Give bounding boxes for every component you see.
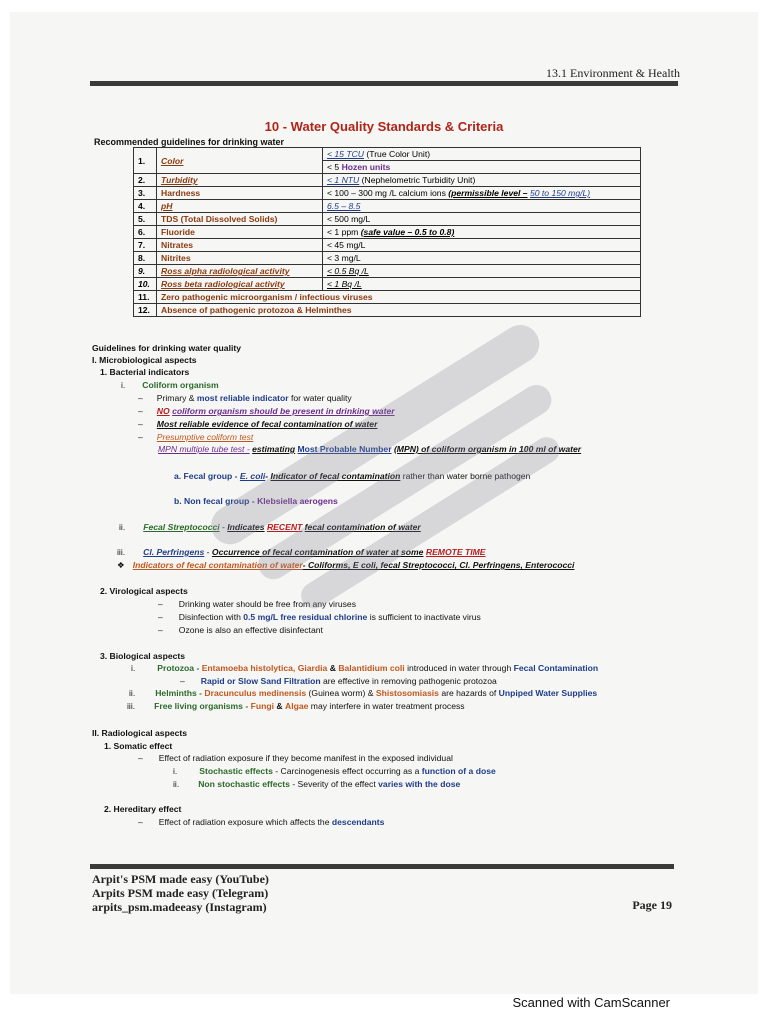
- fecal-group: a. Fecal group - E. coli- Indicator of fecal contamination rather than water borne pathogen: [174, 471, 531, 481]
- table-row: 10. Ross beta radiological activity < 1 Bq /L: [134, 278, 641, 291]
- table-row: 8. Nitrites < 3 mg/L: [134, 252, 641, 265]
- footer-rule: [90, 864, 674, 869]
- section-radiological: II. Radiological aspects: [92, 728, 188, 738]
- standards-table: [133, 147, 641, 317]
- page-header: 13.1 Environment & Health: [546, 66, 680, 80]
- fecal-streptococci: ii. Fecal Streptococci - Indicates RECENT fecal contamination of water: [119, 522, 421, 532]
- table-row: 11. Zero pathogenic microorganism / infectious viruses: [134, 291, 641, 304]
- table-row: 9. Ross alpha radiological activity < 0.5 Bq /L: [134, 265, 641, 278]
- table-row: < 5 Hozen units: [134, 161, 641, 174]
- list-item: – Disinfection with 0.5 mg/L free residual chlorine is sufficient to inactivate virus: [158, 612, 481, 622]
- table-row: 2. Turbidity < 1 NTU (Nephelometric Turbidity Unit): [134, 174, 641, 187]
- list-item: – NO coliform organism should be present in drinking water: [138, 406, 395, 416]
- table-row: 7. Nitrates < 45 mg/L: [134, 239, 641, 252]
- list-item: – Presumptive coliform test: [138, 432, 254, 442]
- protozoa-line: i. Protozoa - Entamoeba histolytica, Giardia & Balantidium coli introduced in water through Fecal Contamination: [131, 663, 599, 673]
- list-item: – Ozone is also an effective disinfectant: [158, 625, 323, 635]
- page-title: 10 - Water Quality Standards & Criteria: [264, 119, 504, 134]
- header-rule: [90, 81, 678, 86]
- table-row: 3. Hardness < 100 – 300 mg /L calcium ions (permissible level – 50 to 150 mg/L): [134, 187, 641, 200]
- subsection-somatic: 1. Somatic effect: [104, 741, 173, 751]
- table-row: 4. pH 6.5 – 8.5: [134, 200, 641, 213]
- subsection-bacterial: 1. Bacterial indicators: [100, 367, 190, 377]
- list-item: – Effect of radiation exposure which affects the descendants: [138, 817, 385, 827]
- table-row: 5. TDS (Total Dissolved Solids) < 500 mg/L: [134, 213, 641, 226]
- footer-telegram: Arpits PSM made easy (Telegram): [92, 886, 269, 900]
- list-item: – Most reliable evidence of fecal contamination of water: [138, 419, 378, 429]
- list-item: – Rapid or Slow Sand Filtration are effective in removing pathogenic protozoa: [180, 676, 497, 686]
- table-row: 1. Color < 15 TCU (True Color Unit): [134, 148, 641, 161]
- fecal-indicators: ❖ Indicators of fecal contamination of water- Coliforms, E coli, fecal Streptococci, Cl. Perfringens, Enterococci: [117, 560, 575, 570]
- footer-youtube: Arpit's PSM made easy (YouTube): [92, 872, 269, 886]
- table-row: 12. Absence of pathogenic protozoa & Helminthes: [134, 304, 641, 317]
- non-stochastic-line: ii. Non stochastic effects - Severity of the effect varies with the dose: [173, 779, 461, 789]
- helminths-line: ii. Helminths - Dracunculus medinensis (Guinea worm) & Shistosomiasis are hazards of Unpiped Water Supplies: [129, 688, 598, 698]
- subsection-hereditary: 2. Hereditary effect: [104, 804, 182, 814]
- section-microbiological: I. Microbiological aspects: [92, 355, 197, 365]
- coliform-heading: i. Coliform organism: [121, 380, 219, 390]
- subsection-biological: 3. Biological aspects: [100, 651, 186, 661]
- free-living-line: iii. Free living organisms - Fungi & Algae may interfere in water treatment process: [127, 701, 465, 711]
- camscanner-label: Scanned with CamScanner: [512, 995, 670, 1010]
- nonfecal-group: b. Non fecal group - Klebsiella aerogens: [174, 496, 338, 506]
- table-row: 6. Fluoride < 1 ppm (safe value – 0.5 to 0.8): [134, 226, 641, 239]
- table-caption: Recommended guidelines for drinking water: [94, 137, 285, 147]
- stochastic-line: i. Stochastic effects - Carcinogenesis effect occurring as a function of a dose: [173, 766, 496, 776]
- page-number: Page 19: [632, 898, 672, 912]
- subsection-virological: 2. Virological aspects: [100, 586, 188, 596]
- guidelines-heading: Guidelines for drinking water quality: [92, 343, 241, 353]
- list-item: – Drinking water should be free from any viruses: [158, 599, 356, 609]
- list-item: – Effect of radiation exposure if they become manifest in the exposed individual: [138, 753, 453, 763]
- list-item: – Primary & most reliable indicator for water quality: [138, 393, 352, 403]
- cl-perfringens: iii. Cl. Perfringens - Occurrence of fecal contamination of water at some REMOTE TIME: [117, 547, 486, 557]
- list-item: MPN multiple tube test - estimating Most Probable Number (MPN) of coliform organism in 100 ml of water: [158, 444, 582, 454]
- footer-instagram: arpits_psm.madeeasy (Instagram): [92, 900, 267, 914]
